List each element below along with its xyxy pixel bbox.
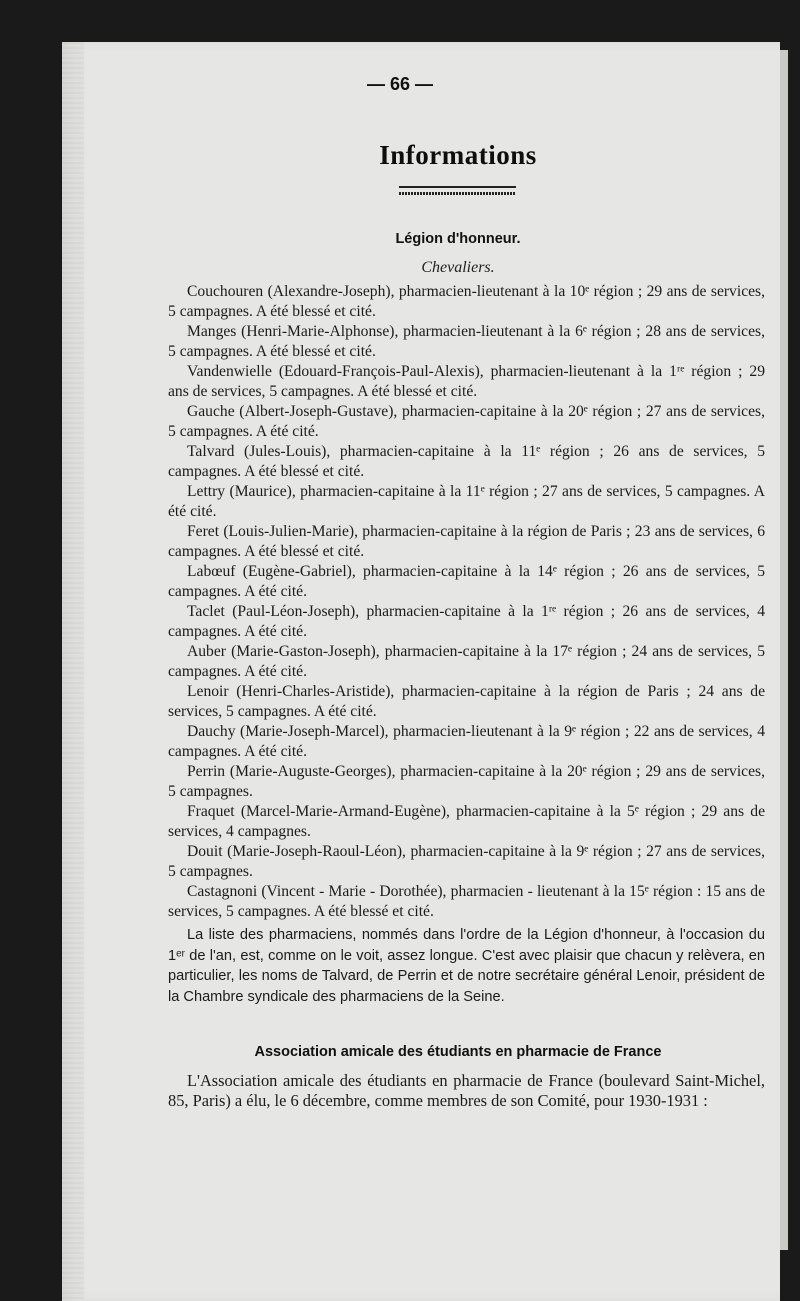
legion-entry: Manges (Henri-Marie-Alphonse), pharmacien-lieutenant à la 6ᵉ région ; 28 ans de services, 5 campagnes. A été blessé et cité. <box>168 323 765 360</box>
page-right-edge <box>780 50 788 1250</box>
legion-entry: Taclet (Paul-Léon-Joseph), pharmacien-capitaine à la 1ʳᵉ région ; 26 ans de services, 4 campagnes. A été cité. <box>168 603 765 640</box>
title-rule-dotted <box>399 192 516 195</box>
legion-entry: Lettry (Maurice), pharmacien-capitaine à la 11ᵉ région ; 27 ans de services, 5 campagnes. A été cité. <box>168 483 765 520</box>
legion-entry: Perrin (Marie-Auguste-Georges), pharmacien-capitaine à la 20ᵉ région ; 29 ans de services, 5 campagnes. <box>168 763 765 800</box>
legion-entry: Feret (Louis-Julien-Marie), pharmacien-capitaine à la région de Paris ; 23 ans de services, 6 campagnes. A été blessé et cité. <box>168 523 765 560</box>
legion-entry: Vandenwielle (Edouard-François-Paul-Alexis), pharmacien-lieutenant à la 1ʳᵉ région ; 29 ans de services, 5 campagnes. A été blessé et cité. <box>168 363 765 400</box>
page-title: Informations <box>379 140 537 170</box>
legion-entry: Fraquet (Marcel-Marie-Armand-Eugène), pharmacien-capitaine à la 5ᵉ région ; 29 ans de services, 4 campagnes. <box>168 803 765 840</box>
page-number: — 66 — <box>366 74 434 94</box>
legion-entry: Couchouren (Alexandre-Joseph), pharmacien-lieutenant à la 10ᵉ région ; 29 ans de services, 5 campagnes. A été blessé et cité. <box>168 283 765 320</box>
legion-note: La liste des pharmaciens, nommés dans l'ordre de la Légion d'honneur, à l'occasion du 1ᵉʳ de l'an, est, comme on le voit, assez longue. C'est avec plaisir que chacun y relèvera, en particulier, les noms de Talvard, de Perrin et de notre secrétaire général Lenoir, président de la Chambre syndicale des pharmaciens de la Seine. <box>168 927 765 1005</box>
legion-entry: Dauchy (Marie-Joseph-Marcel), pharmacien-lieutenant à la 9ᵉ région ; 22 ans de services, 4 campagnes. A été cité. <box>168 723 765 760</box>
legion-entry: Talvard (Jules-Louis), pharmacien-capitaine à la 11ᵉ région ; 26 ans de services, 5 campagnes. A été blessé et cité. <box>168 443 765 480</box>
legion-entry: Douit (Marie-Joseph-Raoul-Léon), pharmacien-capitaine à la 9ᵉ région ; 27 ans de services, 5 campagnes. <box>168 843 765 880</box>
title-rule <box>399 186 516 188</box>
legion-entries <box>168 282 765 922</box>
legion-entry: Labœuf (Eugène-Gabriel), pharmacien-capitaine à la 14ᵉ région ; 26 ans de services, 5 campagnes. A été cité. <box>168 563 765 600</box>
legion-heading: Légion d'honneur. <box>395 231 521 247</box>
legion-entry: Lenoir (Henri-Charles-Aristide), pharmacien-capitaine à la région de Paris ; 24 ans de services, 5 campagnes. A été cité. <box>168 683 765 720</box>
association-text: L'Association amicale des étudiants en pharmacie de France (boulevard Saint-Michel, 85, Paris) a élu, le 6 décembre, comme membres de son Comité, pour 1930-1931 : <box>168 1071 765 1110</box>
legion-entry: Auber (Marie-Gaston-Joseph), pharmacien-capitaine à la 17ᵉ région ; 24 ans de services, 5 campagnes. A été cité. <box>168 643 765 680</box>
legion-entry: Gauche (Albert-Joseph-Gustave), pharmacien-capitaine à la 20ᵉ région ; 27 ans de services, 5 campagnes. A été cité. <box>168 403 765 440</box>
legion-subheading: Chevaliers. <box>421 259 495 276</box>
association-heading: Association amicale des étudiants en pharmacie de France <box>254 1044 662 1060</box>
legion-entry: Castagnoni (Vincent - Marie - Dorothée), pharmacien - lieutenant à la 15ᵉ région : 15 ans de services, 5 campagnes. A été blessé et cité. <box>168 883 765 920</box>
